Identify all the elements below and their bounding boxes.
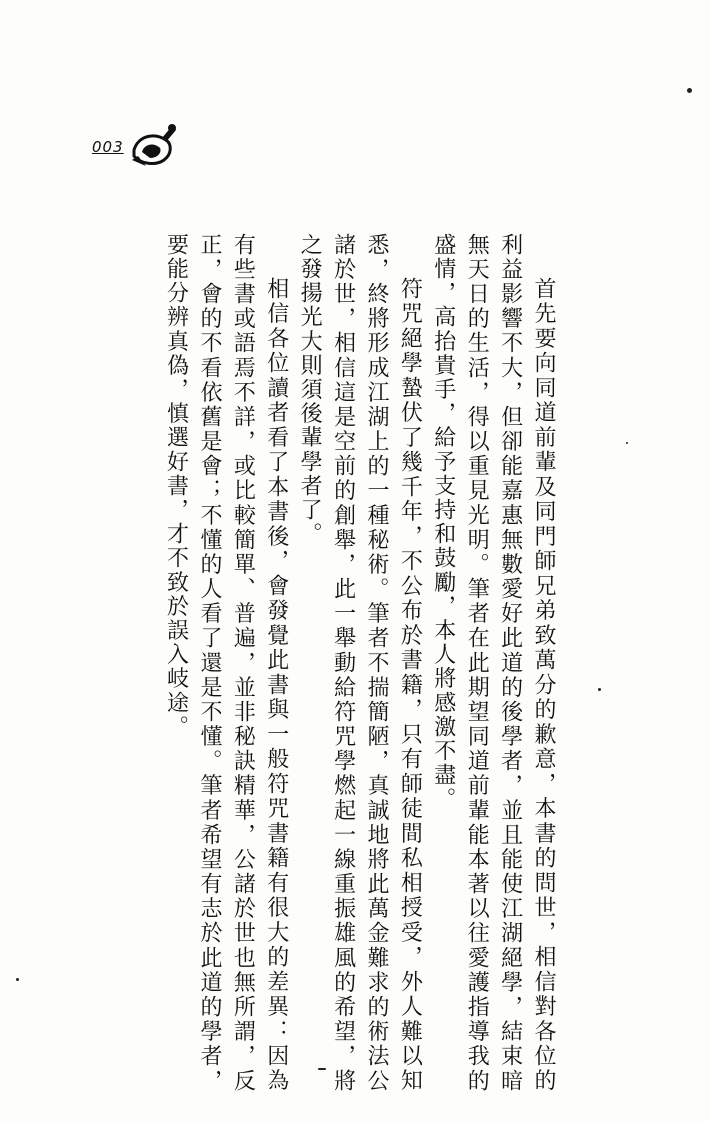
scan-speck: [16, 978, 19, 981]
paragraph-1: 首先要向同道前輩及同門師兄弟致萬分的歉意，本書的問世，相信對各位的利益影響不大，但卻能嘉惠無數愛好此道的後學者，並且能使江湖絕學，結束暗無天日的生活，得以重見光明。筆者在此期望同道前輩能本著以往愛護指導我的盛情，高抬貴手，給予支持和鼓勵，本人將感激不盡。: [430, 233, 556, 1093]
paragraph-3: 相信各位讀者看了本書後，會發覺此書與一般符咒書籍有很大的差異：因為有些書或語焉不詳，或比較簡單、普遍，並非秘訣精華，公諸於世也無所謂，反正，會的不看依舊是會；不懂的人看了還是不懂。筆者希望有志於此道的學者，要能分辨真偽，慎選好書，才不致於誤入岐途。: [163, 233, 289, 1093]
scan-speck: [598, 688, 601, 691]
body-text: [115, 233, 560, 1093]
scan-speck: [318, 1068, 326, 1070]
ornament-icon: [128, 120, 180, 168]
scan-speck: [626, 442, 628, 444]
scan-speck: [687, 88, 692, 93]
paragraph-2: 符咒絕學蟄伏了幾千年，不公布於書籍，只有師徒間私相授受，外人難以知悉，終將形成江湖上的一種秘術。筆者不揣簡陋，真誠地將此萬金難求的術法公諸於世，相信這是空前的創舉，此一舉動給符咒學燃起一線重振雄風的希望，將之發揚光大則須後輩學者了。: [297, 233, 423, 1093]
page-number: 003: [92, 138, 124, 156]
